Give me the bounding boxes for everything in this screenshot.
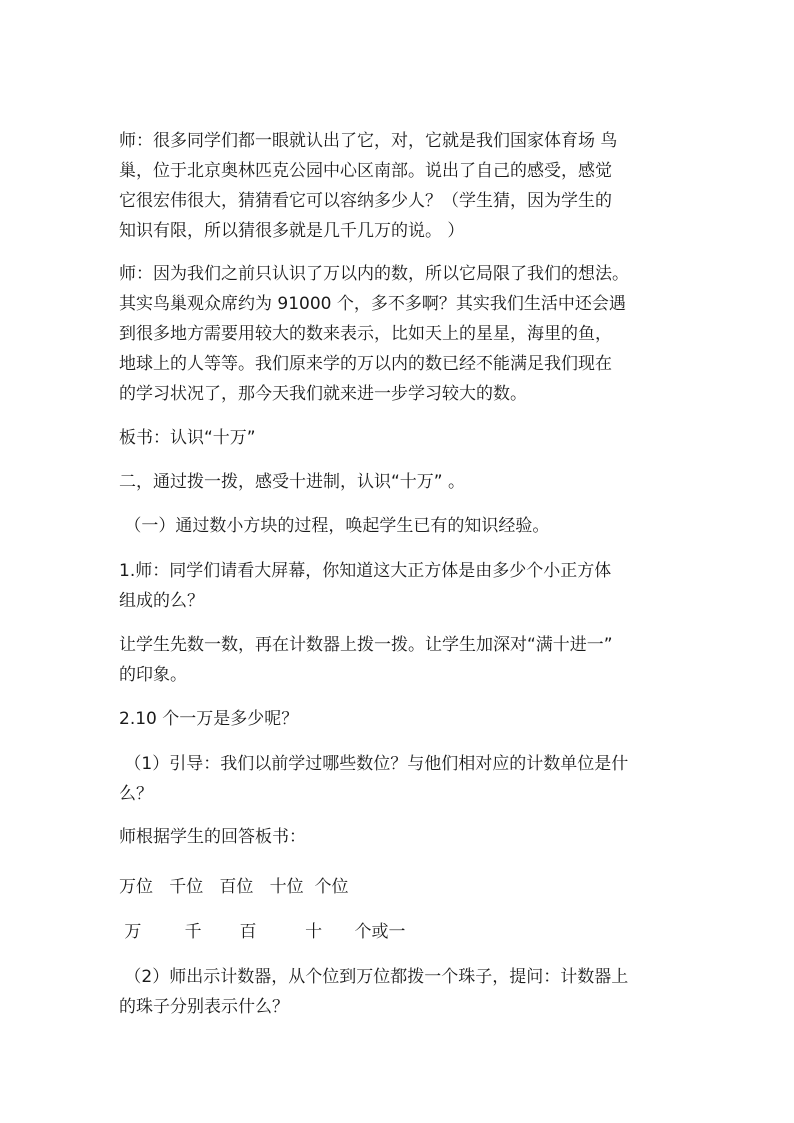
section-heading: 二，通过拨一拨，感受十进制，认识“十万” 。 — [119, 472, 466, 492]
text-line: （2）师出示计数器，从个位到万位都拨一个珠子，提问：计数器上 — [119, 967, 629, 987]
text-line: 的印象。 — [119, 665, 187, 685]
text-line: 么？ — [119, 784, 153, 804]
text-line: 2.10 个一万是多少呢？ — [119, 709, 299, 729]
counting-unit-row: 万 千 百 十 个或一 — [119, 922, 406, 942]
text-line: 其实鸟巢观众席约为 91000 个，多不多啊？其实我们生活中还会遇 — [119, 294, 626, 314]
text-line: 师：因为我们之前只认识了万以内的数，所以它局限了我们的想法。 — [119, 264, 629, 284]
text-line: 到很多地方需要用较大的数来表示，比如天上的星星，海里的鱼， — [119, 324, 612, 344]
text-line: 组成的么？ — [119, 591, 204, 611]
text-line: 的学习状况了，那今天我们就来进一步学习较大的数。 — [119, 384, 527, 404]
text-line: 1.师：同学们请看大屏幕，你知道这大正方体是由多少个小正方体 — [119, 561, 612, 581]
text-line: 知识有限，所以猜很多就是几千几万的说。 ） — [119, 221, 465, 241]
subsection-heading: （一）通过数小方块的过程，唤起学生已有的知识经验。 — [119, 516, 550, 536]
place-value-row: 万位 千位 百位 十位 个位 — [119, 877, 349, 897]
text-line: 巢，位于北京奥林匹克公园中心区南部。说出了自己的感受，感觉 — [119, 161, 612, 181]
text-line: 师：很多同学们都一眼就认出了它，对，它就是我们国家体育场 鸟 — [119, 131, 618, 151]
text-line: （1）引导：我们以前学过哪些数位？与他们相对应的计数单位是什 — [119, 754, 629, 774]
text-line: 地球上的人等等。我们原来学的万以内的数已经不能满足我们现在 — [119, 354, 612, 374]
text-line: 它很宏伟很大，猜猜看它可以容纳多少人？（学生猜，因为学生的 — [119, 191, 612, 211]
text-line: 师根据学生的回答板书： — [119, 827, 306, 847]
text-line: 让学生先数一数，再在计数器上拨一拨。让学生加深对“满十进一” — [119, 635, 613, 655]
text-line: 的珠子分别表示什么？ — [119, 997, 289, 1017]
board-note: 板书：认识“十万” — [119, 428, 256, 448]
